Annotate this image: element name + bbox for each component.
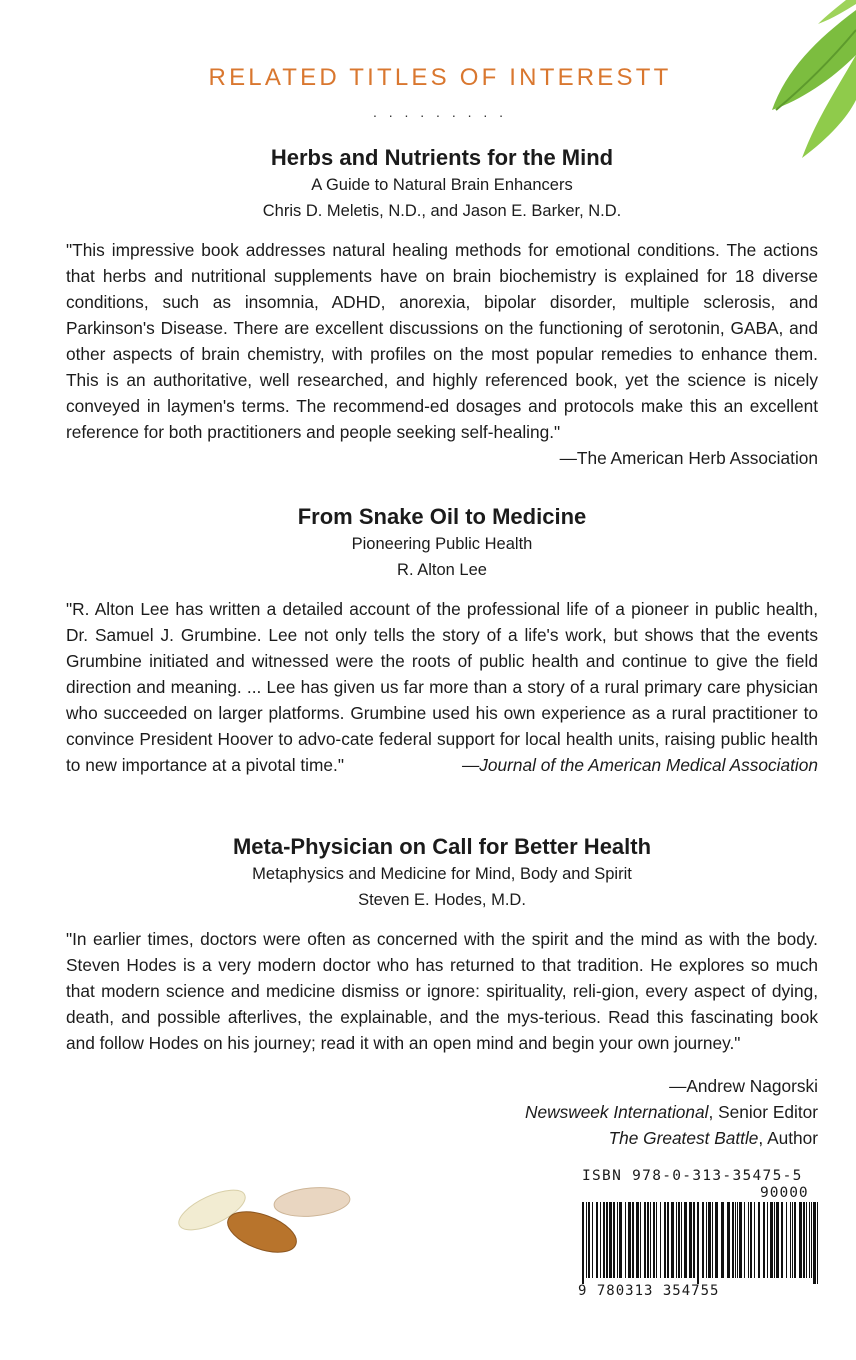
barcode-bar [748,1202,749,1278]
barcode-bar [763,1202,765,1278]
price-code: 90000 [760,1185,809,1201]
barcode-bar [813,1202,816,1284]
barcode-bar [586,1202,587,1278]
credit-role-text: , Author [758,1128,818,1148]
isbn-text: ISBN 978-0-313-35475-5 [582,1168,803,1184]
barcode-bar [697,1202,699,1284]
barcode-bar [693,1202,695,1278]
book-blurb [66,237,818,468]
barcode-bar [708,1202,711,1278]
book-blurb [66,926,818,1056]
book-title: Herbs and Nutrients for the Mind [270,145,614,170]
barcode-bar [613,1202,615,1278]
barcode-bar [809,1202,810,1278]
barcode-bar [702,1202,704,1278]
barcode-bar [727,1202,730,1278]
barcode-bar [790,1202,791,1278]
barcode-bar [806,1202,807,1278]
book-entry-1 [66,144,818,471]
barcode-bar [676,1202,677,1278]
barcode-bar [684,1202,687,1278]
credit-book: The Greatest Battle [608,1128,759,1148]
blurb-credits [525,1073,818,1151]
barcode-bar [619,1202,622,1278]
barcode-bar [689,1202,692,1278]
barcode-bar [750,1202,752,1278]
barcode-bar [758,1202,760,1278]
pills-illustration [176,1180,356,1270]
barcode-bar [803,1202,805,1278]
book-title: From Snake Oil to Medicine [297,504,587,529]
credit-role-text: , Senior Editor [708,1102,818,1122]
barcode-bar [656,1202,657,1278]
barcode-bar [770,1202,773,1278]
barcode-bar [754,1202,755,1278]
blurb-text: "R. Alton Lee has written a detailed account of the professional life of a pioneer in public health, Dr. Samuel J. Grumbine. Lee not only tells the story of a life's work, but shows that the events Grumbine initiated and witnessed were the roots of public health and continue to give the field direction and meaning. ... Lee has given us far more than a story of a rural primary care physician who succeeded on larger platforms. Grumbine used his own experience as a rural practitioner to convince President Hoover to advo-cate federal support for local health units, raising public health to new importance at a pivotal time." [66,599,818,775]
barcode-bar [671,1202,674,1278]
barcode-bar [794,1202,796,1278]
book-author: Chris D. Meletis, N.D., and Jason E. Barker, N.D. [262,202,622,220]
blurb-attribution: —Journal of the American Medical Association [461,755,818,775]
barcode-bar [737,1202,738,1278]
book-subtitle: Pioneering Public Health [351,535,533,553]
barcode-bar [786,1202,787,1278]
barcode-bar [681,1202,682,1278]
barcode-bar [609,1202,612,1278]
barcode-bar [678,1202,680,1278]
credit-role-1 [525,1099,818,1125]
barcode-bar [817,1202,818,1284]
book-blurb [66,596,818,778]
barcode-bar [776,1202,779,1278]
barcode-bar [735,1202,736,1278]
book-title: Meta-Physician on Call for Better Health [232,834,652,859]
section-heading: RELATED TITLES OF INTERESTT [208,64,672,91]
barcode-bar [732,1202,734,1278]
barcode-bar [721,1202,724,1278]
barcode-bar [660,1202,661,1278]
credit-publication: Newsweek International [525,1102,709,1122]
barcode-bar [653,1202,655,1278]
book-subtitle: Metaphysics and Medicine for Mind, Body and Spirit [252,865,632,883]
barcode-bar [811,1202,812,1278]
barcode-bar [667,1202,669,1278]
book-entry-3 [66,833,818,1056]
barcode-bar [628,1202,631,1278]
barcode-bar [625,1202,626,1278]
barcode-bar [588,1202,590,1278]
barcode-bar [617,1202,618,1278]
blurb-text: "In earlier times, doctors were often as concerned with the spirit and the mind as with the body. Steven Hodes is a very modern doctor who has returned to that tradition. He explores so much that modern science and medicine dismiss or ignore: spirituality, reli-gion, every aspect of dying, death, and possible afterlives, the explainable, and the mys-terious. Read this fascinating book and follow Hodes on his journey; read it with an open mind and begin your own journey." [66,929,818,1053]
barcode-bar [596,1202,598,1278]
barcode-bar [582,1202,584,1284]
barcode-digits: 9 780313 354755 [578,1283,720,1299]
barcode-bar [640,1202,641,1278]
blurb-attribution: —The American Herb Association [559,448,818,468]
barcode-bar [650,1202,651,1278]
barcode-bar [636,1202,639,1278]
barcode-bar [774,1202,775,1278]
barcode-bar [799,1202,802,1278]
dot-divider: . . . . . . . . . [372,104,508,120]
book-entry-2 [66,503,818,778]
barcode-bar [712,1202,713,1278]
barcode-bar [744,1202,745,1278]
barcode-bar [592,1202,593,1278]
barcode [582,1202,822,1284]
credit-role-2 [525,1125,818,1151]
book-subtitle: A Guide to Natural Brain Enhancers [311,176,573,194]
barcode-bar [715,1202,718,1278]
barcode-bar [767,1202,768,1278]
barcode-bar [781,1202,783,1278]
barcode-bar [647,1202,649,1278]
book-author: Steven E. Hodes, M.D. [358,891,526,909]
barcode-bar [792,1202,793,1278]
barcode-bar [606,1202,608,1278]
barcode-bar [644,1202,646,1278]
credit-name: —Andrew Nagorski [669,1076,818,1096]
barcode-bar [632,1202,634,1278]
barcode-bar [603,1202,605,1278]
barcode-bar [664,1202,666,1278]
barcode-bar [739,1202,742,1278]
blurb-text: "This impressive book addresses natural healing methods for emotional conditions. The actions that herbs and nutritional supplements have on brain biochemistry is explained for 18 diverse conditions, such as insomnia, ADHD, anorexia, bipolar disorder, multiple sclerosis, and Parkinson's Disease. There are excellent discussions on the functioning of serotonin, GABA, and other aspects of brain chemistry, with profiles on the most popular remedies to enhance them. This is an authoritative, well researched, and highly referenced book, yet the science is nicely conveyed in laymen's terms. The recommend-ed dosages and protocols make this an excellent reference for both practitioners and people seeking self-healing." [66,240,818,442]
barcode-bar [600,1202,601,1278]
book-author: R. Alton Lee [397,561,487,579]
barcode-bar [706,1202,707,1278]
